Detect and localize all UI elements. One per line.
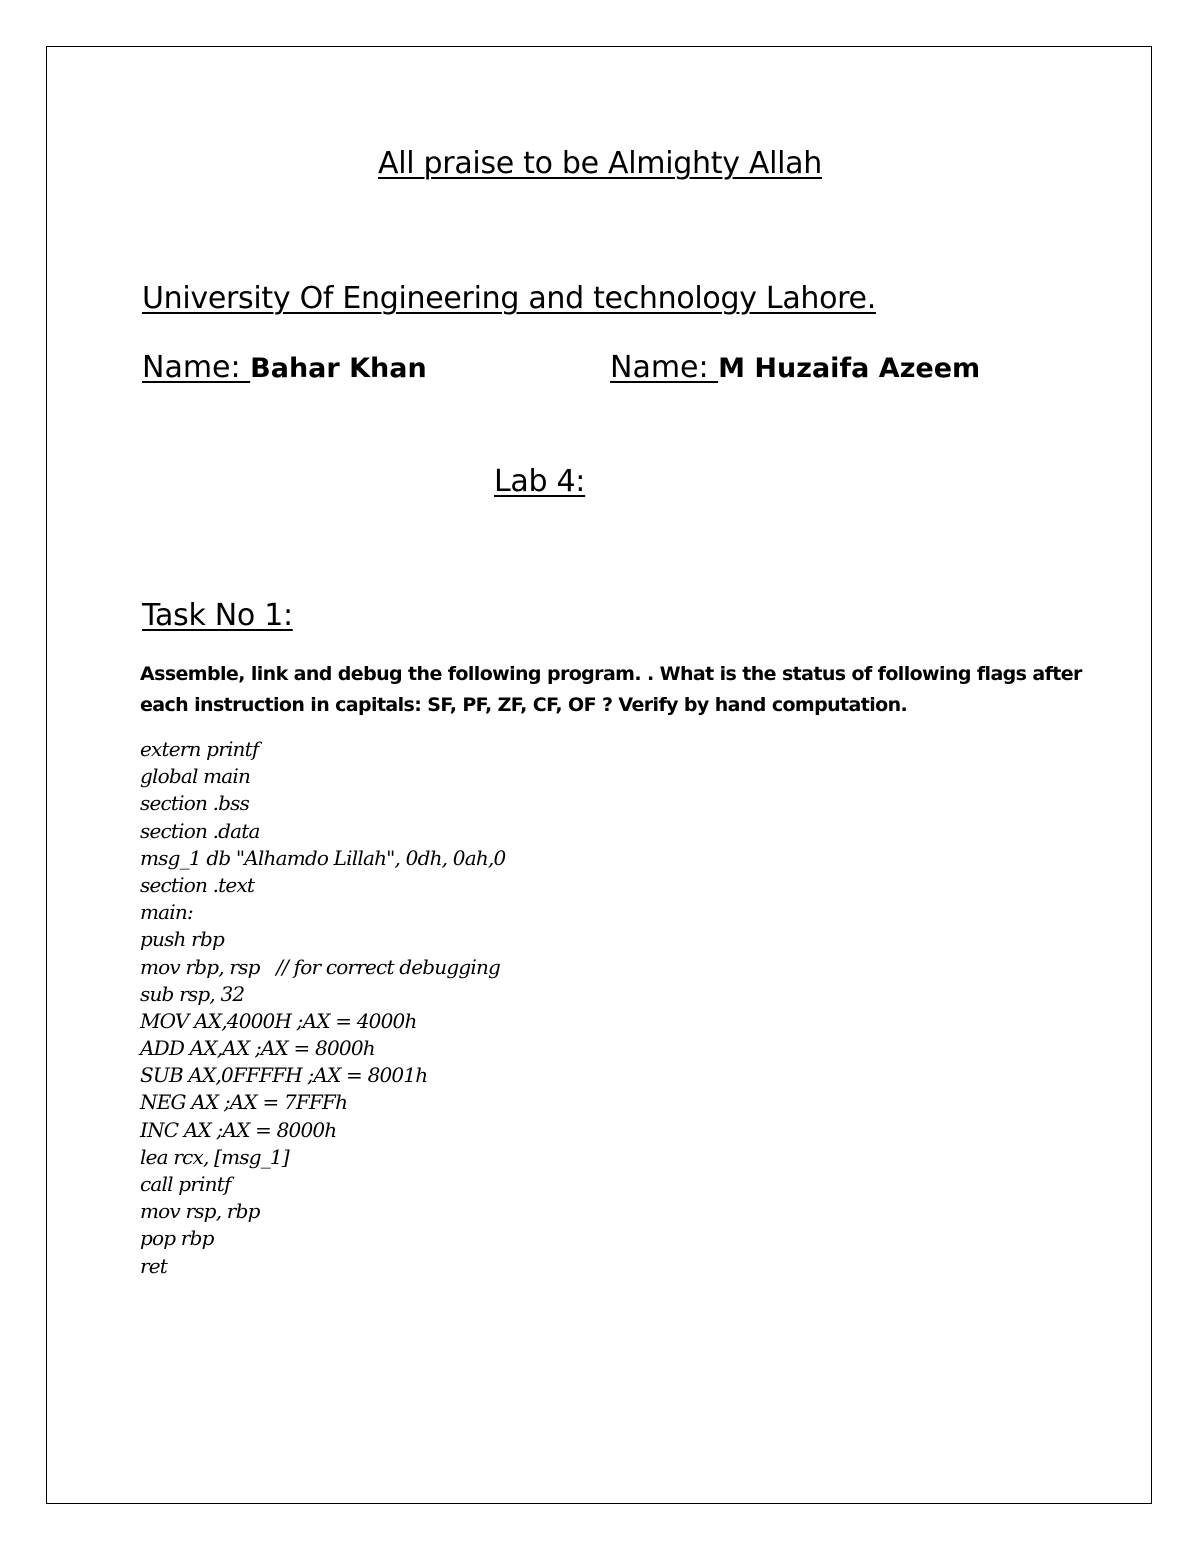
code-line: MOV AX,4000H ;AX = 4000h	[140, 1008, 417, 1033]
code-line: mov rsp, rbp	[140, 1199, 260, 1224]
code-listing	[140, 736, 505, 1280]
student-name-1	[142, 350, 427, 385]
code-line: main:	[140, 900, 193, 925]
code-line: ADD AX,AX ;AX = 8000h	[140, 1036, 375, 1061]
code-line: sub rsp, 32	[140, 981, 245, 1006]
code-line: global main	[140, 764, 251, 789]
code-line: SUB AX,0FFFFH ;AX = 8001h	[140, 1063, 428, 1088]
lab-heading: Lab 4:	[494, 464, 586, 499]
code-line: section .data	[140, 818, 260, 843]
code-line: NEG AX ;AX = 7FFFh	[140, 1090, 348, 1115]
code-line: extern printf	[140, 737, 259, 761]
name-label: Name:	[610, 350, 719, 385]
code-line: INC AX ;AX = 8000h	[140, 1117, 337, 1142]
name-value: M Huzaifa Azeem	[718, 353, 981, 384]
student-name-2	[610, 350, 980, 385]
code-line: mov rbp, rsp // for correct debugging	[140, 954, 501, 979]
code-line: section .text	[140, 872, 255, 897]
code-line: msg_1 db "Alhamdo Lillah", 0dh, 0ah,0	[140, 845, 506, 870]
code-line: ret	[140, 1253, 168, 1278]
code-line: section .bss	[140, 791, 250, 816]
name-label: Name:	[142, 350, 251, 385]
task-instructions: Assemble, link and debug the following program. . What is the status of following flags after each instruction in capitals: SF, PF, ZF, CF, OF ? Verify by hand computation.	[140, 663, 1082, 716]
code-line: call printf	[140, 1172, 231, 1196]
code-line: lea rcx, [msg_1]	[140, 1144, 289, 1169]
university-heading: University Of Engineering and technology Lahore.	[142, 281, 876, 316]
code-line: pop rbp	[140, 1226, 214, 1251]
name-value: Bahar Khan	[250, 353, 427, 384]
praise-heading: All praise to be Almighty Allah	[378, 146, 822, 181]
code-line: push rbp	[140, 927, 224, 952]
task-heading: Task No 1:	[142, 598, 293, 633]
